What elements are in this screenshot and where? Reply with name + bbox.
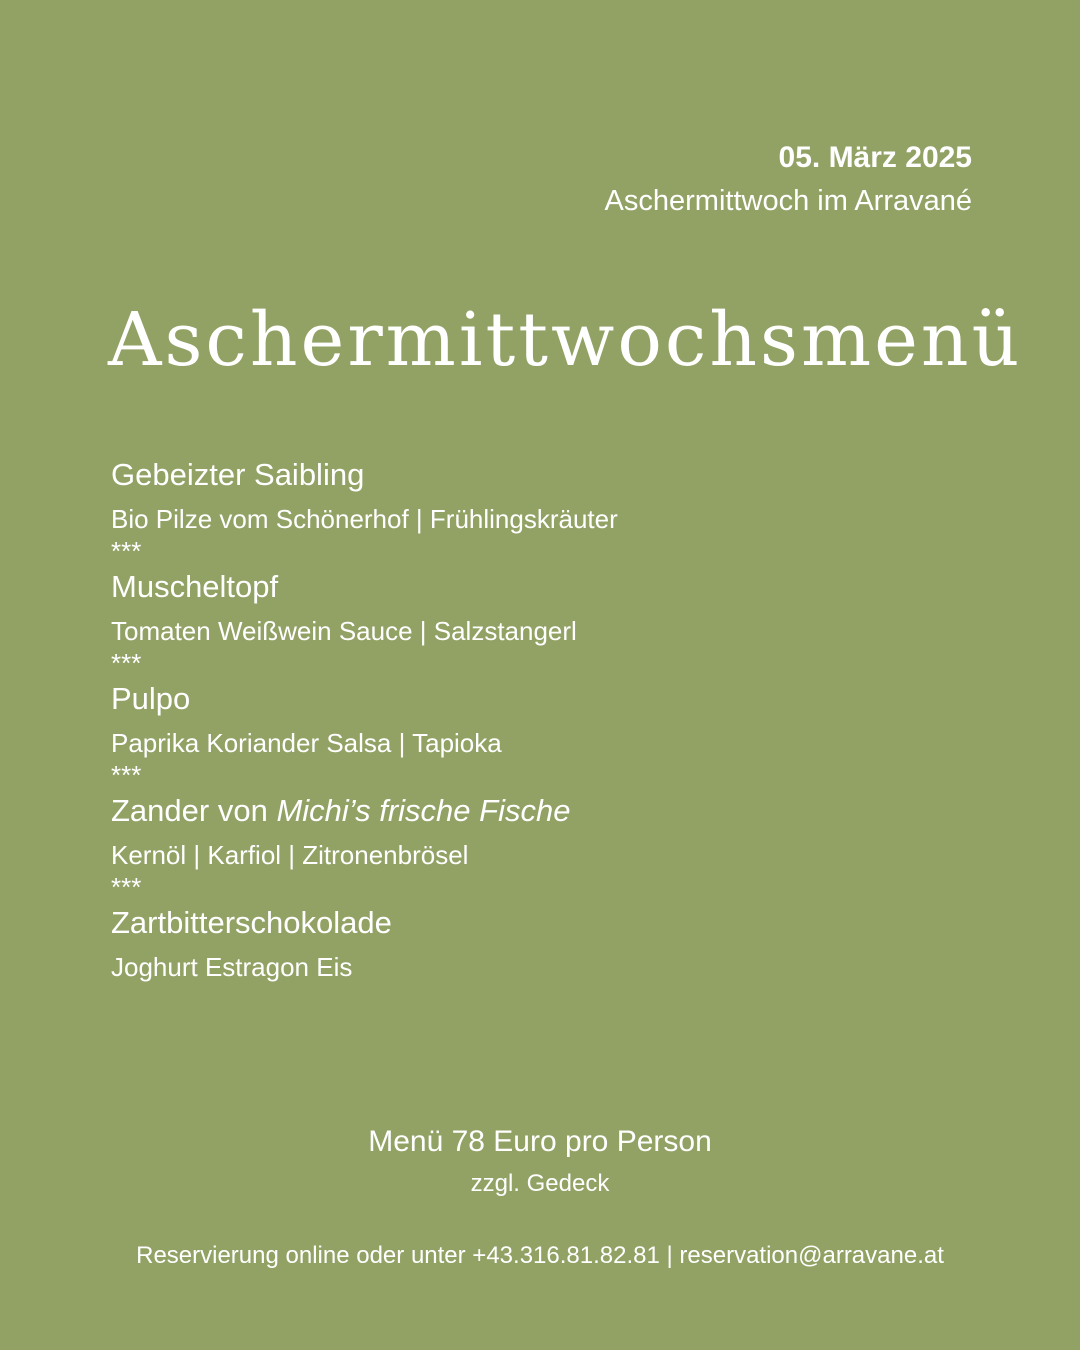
- course-separator: ***: [111, 760, 142, 790]
- course-name: Gebeizter Saibling: [111, 457, 365, 492]
- course-item: [111, 564, 971, 652]
- course-description: Tomaten Weißwein Sauce | Salzstangerl: [111, 616, 577, 646]
- event-occasion: Aschermittwoch im Arravané: [604, 185, 972, 217]
- course-item: [111, 452, 971, 540]
- course-description: Kernöl | Karfiol | Zitronenbrösel: [111, 840, 469, 870]
- menu-title: Aschermittwochsmenü: [108, 297, 1023, 383]
- course-item: [111, 900, 971, 988]
- course-name: Muscheltopf: [111, 569, 279, 604]
- cover-charge-note: zzgl. Gedeck: [470, 1170, 610, 1197]
- course-separator: ***: [111, 648, 142, 678]
- course-description: Paprika Koriander Salsa | Tapioka: [111, 728, 502, 758]
- course-name: Pulpo: [111, 681, 191, 716]
- event-date: 05. März 2025: [778, 141, 972, 174]
- course-name: [111, 788, 971, 834]
- pricing: [0, 1120, 1080, 1204]
- header: [605, 138, 972, 224]
- course-description: Bio Pilze vom Schönerhof | Frühlingskräuter: [111, 504, 618, 534]
- course-name-prefix: Zander von: [111, 793, 277, 828]
- course-item: [111, 676, 971, 764]
- menu-price: Menü 78 Euro pro Person: [368, 1125, 712, 1158]
- course-list: [111, 452, 971, 988]
- course-description: Joghurt Estragon Eis: [111, 952, 353, 982]
- supplier-name: Michi’s frische Fische: [276, 793, 571, 828]
- course-item: [111, 788, 971, 876]
- course-separator: ***: [111, 536, 142, 566]
- course-name: Zartbitterschokolade: [111, 905, 392, 940]
- reservation-info: Reservierung online oder unter +43.316.81.82.81 | reservation@arravane.at: [136, 1242, 944, 1269]
- course-separator: ***: [111, 872, 142, 902]
